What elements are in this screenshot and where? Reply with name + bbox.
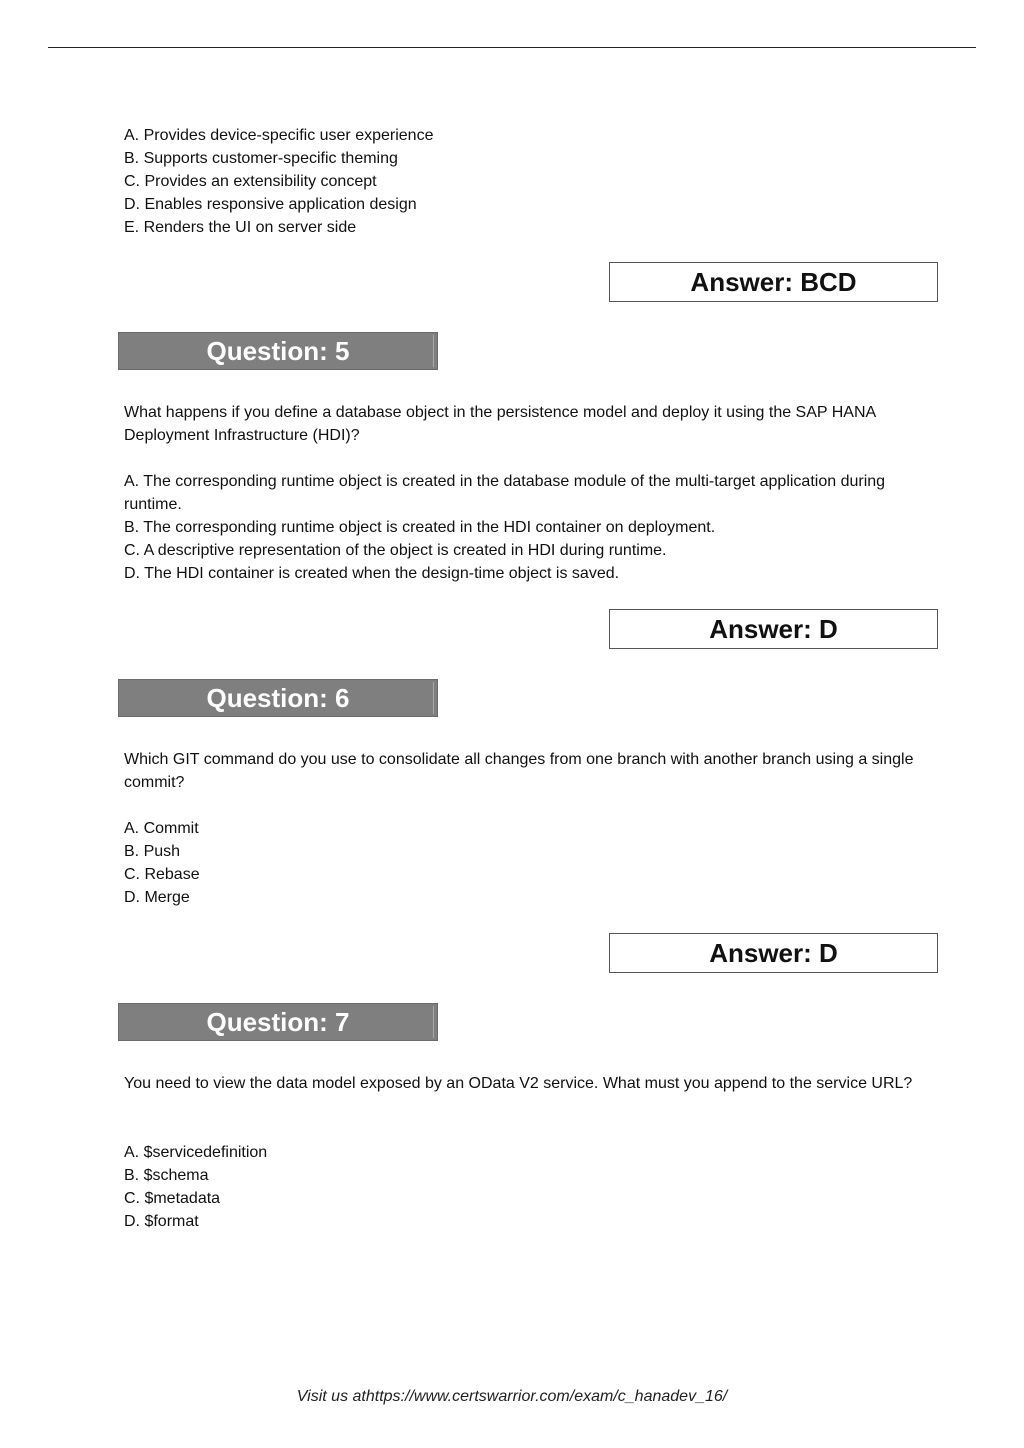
q7-bar-edge [433,1006,434,1038]
q5-title-bar [118,332,438,370]
option-d: D. The HDI container is created when the design-time object is saved. [124,565,620,582]
option-b: B. $schema [124,1167,209,1184]
q6-answer-box: Answer: D [609,933,938,973]
q7-options [124,1141,944,1233]
option-e: E. Renders the UI on server side [124,219,357,236]
q5-answer-box: Answer: D [609,609,938,649]
q6-bar-edge [433,682,434,714]
option-b: B. The corresponding runtime object is created in the HDI container on deployment. [124,519,716,536]
q7-title-bar [118,1003,438,1041]
option-a: A. Provides device-specific user experience [124,127,434,144]
q5-options [124,470,944,585]
q7-question [124,1072,944,1095]
option-c: C. A descriptive representation of the object is created in HDI during runtime. [124,542,667,559]
q6-options [124,817,944,909]
header-rule [48,47,976,48]
q5-title: Question: 5 [206,336,350,366]
q4-options [124,124,944,239]
q4-answer-box: Answer: BCD [609,262,938,302]
option-d: D. Enables responsive application design [124,196,417,213]
option-b: B. Supports customer-specific theming [124,150,398,167]
footer-link[interactable]: Visit us athttps://www.certswarrior.com/exam/c_hanadev_16/ [296,1388,728,1405]
option-c: C. Provides an extensibility concept [124,173,377,190]
q7-title: Question: 7 [206,1007,350,1037]
q6-title: Question: 6 [206,683,350,713]
q5-question [124,401,944,447]
option-c: C. Rebase [124,866,200,883]
option-d: D. $format [124,1213,199,1230]
q7-question-text: You need to view the data model exposed by an OData V2 service. What must you append to the service URL? [124,1075,913,1092]
q6-question [124,748,944,794]
option-d: D. Merge [124,889,190,906]
q6-title-bar [118,679,438,717]
option-a: A. The corresponding runtime object is created in the database module of the multi-target application during runtime. [124,473,886,513]
option-c: C. $metadata [124,1190,221,1207]
option-a: A. $servicedefinition [124,1144,268,1161]
option-a: A. Commit [124,820,199,837]
q6-question-text: Which GIT command do you use to consolidate all changes from one branch with another branch using a single commit? [124,751,914,791]
option-b: B. Push [124,843,181,860]
q5-bar-edge [433,335,434,367]
q5-question-text: What happens if you define a database object in the persistence model and deploy it using the SAP HANA Deployment Infrastructure (HDI)? [124,404,876,444]
